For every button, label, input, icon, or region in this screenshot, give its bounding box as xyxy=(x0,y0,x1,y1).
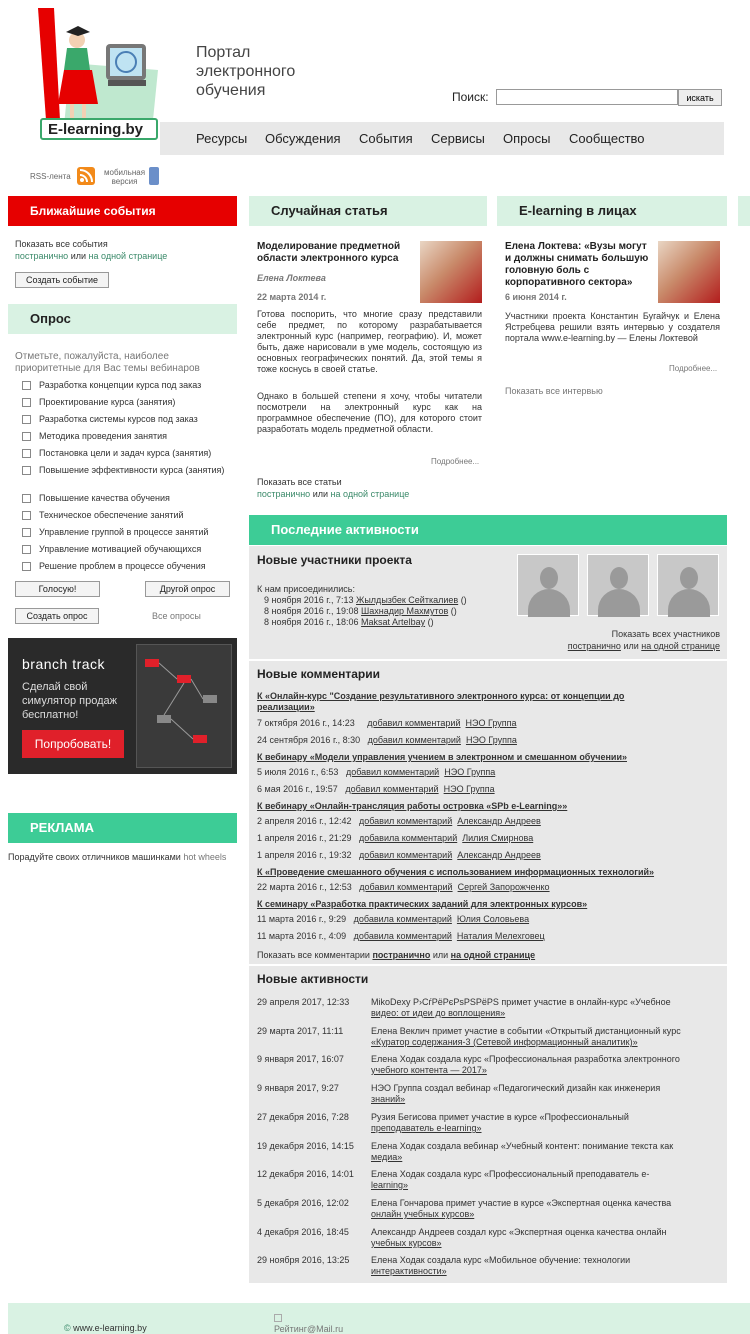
create-event-button[interactable]: Создать событие xyxy=(15,272,109,288)
poll-option-label: Повышение эффективности курса (занятия) xyxy=(39,465,225,475)
comment-action-link[interactable]: добавила комментарий xyxy=(353,914,452,924)
checkbox[interactable] xyxy=(22,449,31,458)
comment-target-link[interactable]: К «Онлайн-курс "Создание результативного электронного курса: от концепции до xyxy=(257,691,625,701)
comment-date: 5 июля 2016 г., 6:53 xyxy=(257,767,339,777)
author-photo[interactable] xyxy=(420,241,482,303)
comments-view-options xyxy=(257,950,535,960)
mailru-counter[interactable] xyxy=(274,1314,354,1334)
flowchart-icon xyxy=(137,645,233,769)
comment-date: 24 сентября 2016 г., 8:30 xyxy=(257,735,361,745)
nav-item-community[interactable]: Сообщество xyxy=(569,131,645,146)
comment-row xyxy=(257,882,550,892)
member-date: 8 ноября 2016 г., 18:06 xyxy=(264,617,359,627)
member-name-link[interactable]: Maksat Artelbay xyxy=(361,617,426,627)
activity-text[interactable]: Рузия Бегисова примет участие в курсе «Профессиональный xyxy=(371,1112,629,1122)
activity-date: 29 ноября 2016, 13:25 xyxy=(257,1255,350,1265)
activity-target-link[interactable]: learning» xyxy=(371,1180,409,1190)
activity-text[interactable]: Елена Ходак создала вебинар «Учебный контент: понимание текста как xyxy=(371,1141,674,1151)
comment-date: 22 марта 2016 г., 12:53 xyxy=(257,882,352,892)
poll-option-label: Методика проведения занятия xyxy=(39,431,168,441)
comment-author-link[interactable]: НЭО Группа xyxy=(465,718,517,728)
activity-date: 5 декабря 2016, 12:02 xyxy=(257,1198,349,1208)
activity-target-link[interactable]: «Куратор содержания-3 (Сетевой информационный аналитик)» xyxy=(371,1037,638,1047)
banner-text-line: бесплатно! xyxy=(22,709,79,721)
ads-link[interactable]: hot wheels xyxy=(183,852,227,862)
comment-action-link[interactable]: добавил комментарий xyxy=(358,850,453,860)
comments-or: или xyxy=(432,950,449,960)
portal-title-line: Портал xyxy=(196,44,251,61)
activity-date: 9 января 2017, 9:27 xyxy=(257,1083,339,1093)
poll-option[interactable] xyxy=(22,397,227,408)
faces-article-title[interactable]: Елена Локтева: «Вузы могут и должны снимать большую головную боль с корпоративного сектора» xyxy=(505,241,649,288)
checkbox[interactable] xyxy=(22,545,31,554)
comment-action-link[interactable]: добавил комментарий xyxy=(345,767,440,777)
vote-button[interactable]: Голосую! xyxy=(15,581,100,597)
create-poll-button[interactable]: Создать опрос xyxy=(15,608,99,624)
comment-date: 11 марта 2016 г., 4:09 xyxy=(257,931,347,941)
checkbox[interactable] xyxy=(22,562,31,571)
member-tail: () xyxy=(427,617,434,627)
nav-item-discussions[interactable]: Обсуждения xyxy=(265,131,341,146)
comment-row xyxy=(257,767,495,777)
search-input[interactable] xyxy=(496,89,678,105)
activity-date: 9 января 2017, 16:07 xyxy=(257,1054,344,1064)
checkbox[interactable] xyxy=(22,381,31,390)
banner-screenshot xyxy=(136,644,232,768)
mobile-label-line: мобильная xyxy=(104,168,146,177)
comment-date: 1 апреля 2016 г., 19:32 xyxy=(257,850,352,860)
portal-title-line: обучения xyxy=(196,82,266,99)
activity-target-link[interactable]: онлайн учебных курсов» xyxy=(371,1209,475,1219)
comment-row xyxy=(257,718,517,728)
activity-date: 29 апреля 2017, 12:33 xyxy=(257,997,350,1007)
member-date: 8 ноября 2016 г., 19:08 xyxy=(264,606,359,616)
poll-option-label: Разработка системы курсов под заказ xyxy=(39,414,198,424)
activity-text[interactable]: Елена Ходак создала курс «Профессиональная разработка электронного xyxy=(371,1054,680,1064)
comment-action-link[interactable]: добавил комментарий xyxy=(367,735,461,745)
comment-author-link[interactable]: Александр Андреев xyxy=(457,850,541,860)
comment-row xyxy=(257,735,517,745)
main-nav xyxy=(160,122,724,155)
random-article-text: Готова поспорить, что многие сразу представили себе предмет, по которому разрабатывается электронный курс (например, географию). И, может быть, даже нарисовали в уме модель, состоящую из основных географических понятий. Да, этой темы я тоже коснусь в своей статье. xyxy=(257,309,482,374)
poll-header: Опрос xyxy=(8,304,237,334)
comment-row xyxy=(257,931,545,941)
footer xyxy=(8,1303,750,1334)
mobile-label-line: версия xyxy=(111,177,138,186)
footer-site-link[interactable]: www.e-learning.by xyxy=(73,1323,147,1333)
comment-action-link[interactable]: добавила комментарий xyxy=(358,833,458,843)
comment-target-link[interactable]: К вебинару «Модели управления учением в электронном и смешанном обучении» xyxy=(257,752,627,762)
poll-option-label: Постановка цели и задач курса (занятия) xyxy=(39,448,212,458)
activity-date: 27 декабря 2016, 7:28 xyxy=(257,1112,349,1122)
banner-text-line: Сделай свой xyxy=(22,681,88,693)
comment-target-link[interactable]: К вебинару «Онлайн-трансляция работы островка «SPb e-Learning»» xyxy=(257,801,568,811)
poll-option[interactable] xyxy=(22,544,227,555)
comment-author-link[interactable]: Александр Андреев xyxy=(457,816,541,826)
comment-author-link[interactable]: Юлия Соловьева xyxy=(456,914,530,924)
member-name-link[interactable]: Шахнадир Махмутов xyxy=(361,606,449,616)
banner-text xyxy=(22,680,117,722)
member-row xyxy=(264,595,467,605)
comment-action-link[interactable]: добавила комментарий xyxy=(353,931,452,941)
comments-title: Новые комментарии xyxy=(257,667,380,681)
search-button[interactable]: искать xyxy=(678,89,722,106)
member-name-link[interactable]: Жылдызбек Сейткалиев xyxy=(356,595,459,605)
ads-text-body: Порадуйте своих отличников машинками xyxy=(8,852,181,862)
member-date: 9 ноября 2016 г., 7:13 xyxy=(264,595,354,605)
member-row xyxy=(264,617,434,627)
all-polls-link[interactable]: Все опросы xyxy=(152,611,201,621)
banner-brand: branch track xyxy=(22,656,106,672)
random-article-title[interactable]: Моделирование предметной области электронного курса xyxy=(257,241,401,264)
faces-date: 6 июня 2014 г. xyxy=(505,292,567,302)
banner-text-line: симулятор продаж xyxy=(22,695,118,707)
comment-date: 6 мая 2016 г., 19:57 xyxy=(257,784,338,794)
ads-text xyxy=(8,852,236,863)
nav-item-resources[interactable]: Ресурсы xyxy=(196,131,248,146)
comments-paged-link[interactable]: постранично xyxy=(372,950,431,960)
member-row xyxy=(264,606,457,616)
logo-text: E-learning.by xyxy=(40,118,158,140)
activity-text[interactable]: НЭО Группа создал вебинар «Педагогический дизайн как инженерия xyxy=(371,1083,661,1093)
checkbox[interactable] xyxy=(22,432,31,441)
events-view-options xyxy=(15,251,167,261)
cut-off-column-header xyxy=(738,196,750,226)
comment-target-link[interactable]: реализации» xyxy=(257,702,315,712)
poll-option[interactable] xyxy=(22,414,227,425)
members-title: Новые участники проекта xyxy=(257,553,412,567)
poll-option-label: Техническое обеспечение занятий xyxy=(39,510,184,520)
comment-row xyxy=(257,833,533,843)
articles-view-options xyxy=(257,489,409,499)
activity-target-link[interactable]: видео: от идеи до воплощения» xyxy=(371,1008,506,1018)
checkbox[interactable] xyxy=(22,415,31,424)
faces-header: E-learning в лицах xyxy=(497,196,727,226)
random-article-more-link[interactable]: Подробнее... xyxy=(431,457,480,466)
random-article-text: Однако в большей степени я хочу, чтобы читатели посмотрели на электронный курс как на программное обеспечение (ПО), для которого стоит разработать модель предметной области. xyxy=(257,391,482,434)
members-panel xyxy=(249,546,727,659)
activity-date: 12 декабря 2016, 14:01 xyxy=(257,1169,354,1179)
comments-one-page-link[interactable]: на одной странице xyxy=(450,950,536,960)
header xyxy=(0,0,750,195)
faces-text: Участники проекта Константин Бугайчук и Елена Ястребцева решили взять интервью у создателя портала www.e-learning.by — Елены Локтевой xyxy=(505,311,720,343)
poll-option-label: Повышение качества обучения xyxy=(39,493,170,503)
checkbox[interactable] xyxy=(22,398,31,407)
poll-question xyxy=(15,351,200,375)
ads-header: РЕКЛАМА xyxy=(8,813,237,843)
poll-option-label: Управление мотивацией обучающихся xyxy=(39,544,202,554)
events-one-page-link[interactable]: на одной странице xyxy=(88,251,168,261)
events-show-all: Показать все события xyxy=(15,239,108,249)
checkbox[interactable] xyxy=(22,466,31,475)
activity-text[interactable]: Елена Ходак создала курс «Мобильное обучение: технологии xyxy=(371,1255,631,1265)
show-all-interviews[interactable]: Показать все интервью xyxy=(505,386,603,396)
mobile-phone-icon[interactable] xyxy=(149,167,159,185)
poll-option[interactable] xyxy=(22,448,227,459)
comment-date: 7 октября 2016 г., 14:23 xyxy=(257,718,355,728)
poll-option[interactable] xyxy=(22,510,227,521)
search-label: Поиск: xyxy=(452,90,489,104)
poll-question-line: Отметьте, пожалуйста, наиболее xyxy=(15,351,169,362)
nav-item-polls[interactable]: Опросы xyxy=(503,131,551,146)
poll-option[interactable] xyxy=(22,527,227,538)
events-paged-link[interactable]: постранично xyxy=(15,251,69,261)
portal-title-line: электронного xyxy=(196,63,296,80)
comment-author-link[interactable]: Сергей Запорожченко xyxy=(457,882,550,892)
poll-option-label: Разработка концепции курса под заказ xyxy=(39,380,202,390)
comment-target-link[interactable]: К семинару «Разработка практических заданий для электронных курсов» xyxy=(257,899,588,909)
activity-target-link[interactable]: медиа» xyxy=(371,1152,403,1162)
comment-author-link[interactable]: НЭО Группа xyxy=(444,767,496,777)
activity-text[interactable]: Елена Веклич примет участие в событии «Открытый дистанционный курс xyxy=(371,1026,681,1036)
poll-option[interactable] xyxy=(22,561,227,572)
members-view-options xyxy=(568,641,720,651)
poll-option[interactable] xyxy=(22,431,227,442)
articles-one-page-link[interactable]: на одной странице xyxy=(330,489,410,499)
checkbox[interactable] xyxy=(22,494,31,503)
counter-label: Рейтинг@Mail.ru xyxy=(274,1324,344,1334)
random-article-date: 22 марта 2014 г. xyxy=(257,292,327,302)
members-paged-link[interactable]: постранично xyxy=(567,641,621,651)
members-one-page-link[interactable]: на одной странице xyxy=(641,641,720,651)
member-tail: () xyxy=(450,606,457,616)
member-tail: () xyxy=(460,595,467,605)
poll-option[interactable] xyxy=(22,380,227,391)
show-all-articles: Показать все статьи xyxy=(257,477,342,487)
avatar[interactable] xyxy=(587,554,649,616)
poll-option[interactable] xyxy=(22,493,227,504)
comment-row xyxy=(257,914,529,924)
members-joined: К нам присоединились: xyxy=(257,584,355,594)
activity-date: 4 декабря 2016, 18:45 xyxy=(257,1227,349,1237)
activity-target-link[interactable]: интерактивности» xyxy=(371,1266,447,1276)
show-all-members: Показать всех участников xyxy=(611,629,720,639)
comment-author-link[interactable]: НЭО Группа xyxy=(443,784,495,794)
portal-title xyxy=(196,43,295,100)
events-header: Ближайшие события xyxy=(8,196,237,226)
avatar[interactable] xyxy=(517,554,579,616)
branchtrack-banner[interactable] xyxy=(8,638,237,774)
mobile-version-link[interactable] xyxy=(104,168,145,186)
comment-row xyxy=(257,850,541,860)
rss-link[interactable]: RSS-лента xyxy=(30,172,71,181)
comment-author-link[interactable]: Лилия Смирнова xyxy=(462,833,534,843)
checkbox[interactable] xyxy=(22,511,31,520)
events-or: или xyxy=(70,251,87,261)
broken-image-icon xyxy=(274,1314,282,1322)
activity-target-link[interactable]: знаний» xyxy=(371,1094,406,1104)
articles-paged-link[interactable]: постранично xyxy=(257,489,311,499)
comment-author-link[interactable]: Наталия Мелехговец xyxy=(456,931,545,941)
comment-target-link[interactable]: К «Проведение смешанного обучения с использованием информационных технологий» xyxy=(257,867,655,877)
poll-question-line: приоритетные для Вас темы вебинаров xyxy=(15,363,200,374)
rss-icon[interactable] xyxy=(77,167,95,185)
comment-date: 11 марта 2016 г., 9:29 xyxy=(257,914,347,924)
other-poll-button[interactable]: Другой опрос xyxy=(145,581,230,597)
activity-target-link[interactable]: учебных курсов» xyxy=(371,1238,442,1248)
comment-row xyxy=(257,784,495,794)
poll-option-label: Решение проблем в процессе обучения xyxy=(39,561,206,571)
random-article-header: Случайная статья xyxy=(249,196,487,226)
copyright-sign: © xyxy=(64,1323,71,1333)
faces-more-link[interactable]: Подробнее... xyxy=(669,364,718,373)
show-all-comments: Показать все комментарии xyxy=(257,950,370,960)
nav-item-events[interactable]: События xyxy=(359,131,413,146)
comments-panel xyxy=(249,661,727,964)
checkbox[interactable] xyxy=(22,528,31,537)
interview-photo[interactable] xyxy=(658,241,720,303)
comment-action-link[interactable]: добавил комментарий xyxy=(359,882,453,892)
comment-row xyxy=(257,816,541,826)
nav-item-services[interactable]: Сервисы xyxy=(431,131,485,146)
random-article-author[interactable]: Елена Локтева xyxy=(257,273,326,283)
avatar[interactable] xyxy=(657,554,719,616)
activity-target-link[interactable]: учебного контента — 2017» xyxy=(371,1065,487,1075)
members-or: или xyxy=(623,641,639,651)
comment-date: 1 апреля 2016 г., 21:29 xyxy=(257,833,352,843)
banner-cta-button[interactable]: Попробовать! xyxy=(22,730,124,758)
activity-text[interactable]: Елена Ходак создала курс «Профессиональный преподаватель e- xyxy=(371,1169,650,1179)
comment-author-link[interactable]: НЭО Группа xyxy=(465,735,517,745)
activity-target-link[interactable]: преподаватель e-learning» xyxy=(371,1123,482,1133)
activity-header: Последние активности xyxy=(249,515,727,545)
comment-action-link[interactable]: добавил комментарий xyxy=(367,718,461,728)
activity-text[interactable]: Елена Гончарова примет участие в курсе «Экспертная оценка качества xyxy=(371,1198,672,1208)
poll-option[interactable] xyxy=(22,465,227,476)
articles-or: или xyxy=(312,489,329,499)
activity-text[interactable]: MikoDexy Р›СѓРёРєРѕРЅРёРЅ примет участие в онлайн-курс «Учебное xyxy=(371,997,671,1007)
comment-date: 2 апреля 2016 г., 12:42 xyxy=(257,816,352,826)
activity-text[interactable]: Александр Андреев создал курс «Экспертная оценка качества онлайн xyxy=(371,1227,667,1237)
poll-option-label: Управление группой в процессе занятий xyxy=(39,527,209,537)
activity-date: 19 декабря 2016, 14:15 xyxy=(257,1141,354,1151)
comment-action-link[interactable]: добавил комментарий xyxy=(358,816,453,826)
activity-date: 29 марта 2017, 11:11 xyxy=(257,1026,344,1036)
site-logo[interactable] xyxy=(20,8,160,153)
footer-copyright xyxy=(64,1323,147,1333)
poll-option-label: Проектирование курса (занятия) xyxy=(39,397,176,407)
recent-activities-title: Новые активности xyxy=(257,972,369,986)
comment-action-link[interactable]: добавил комментарий xyxy=(345,784,439,794)
